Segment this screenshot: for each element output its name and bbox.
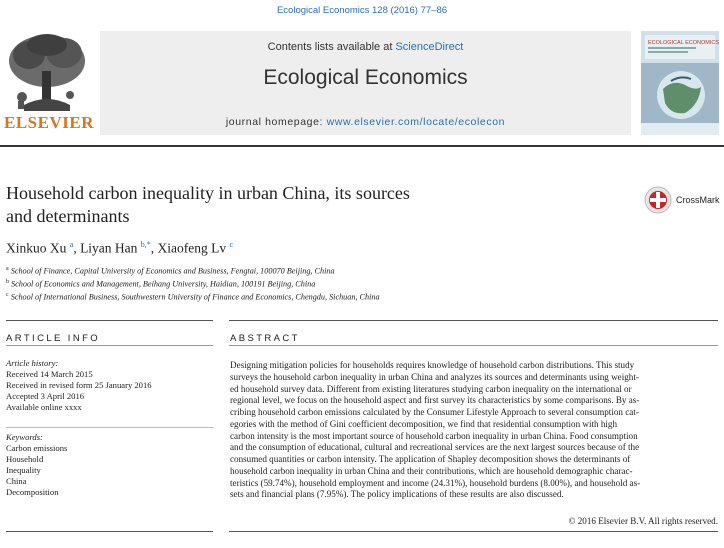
- cover-title: ECOLOGICAL ECONOMICS: [648, 40, 719, 46]
- keyword-item: Decomposition: [6, 487, 59, 497]
- affiliation-label: b: [6, 279, 9, 285]
- journal-name[interactable]: Ecological Economics: [263, 66, 468, 89]
- keyword-item: Household: [6, 454, 44, 464]
- affiliation-item: [6, 266, 335, 276]
- keyword-item: China: [6, 476, 27, 486]
- keywords-label: Keywords:: [6, 432, 43, 442]
- homepage-prefix: journal homepage:: [225, 116, 327, 128]
- divider: [229, 345, 718, 346]
- article-info-heading: ARTICLE INFO: [6, 333, 101, 344]
- abstract-line: and the consumption of educational, cultural and recreational services are the next largest sources because of the: [230, 442, 640, 453]
- contents-prefix: Contents lists available at: [267, 41, 396, 53]
- title-line-1: Household carbon inequality in urban China, its sources: [6, 183, 410, 203]
- affiliation-text: School of Finance, Capital University of Economics and Business, Fengtai, 100070 Beijing, China: [10, 266, 335, 276]
- header-divider: [0, 145, 724, 147]
- abstract-line: carbon intensity is the most important source of household carbon inequality in urban China. Food consumption: [230, 430, 638, 441]
- abstract-line: sets and financial plans (7.95%). The policy implications of these results are also discussed.: [230, 489, 564, 500]
- author-name[interactable]: Liyan Han: [80, 240, 138, 256]
- keywords: [6, 432, 67, 498]
- abstract-line: egories with the method of Gini coefficient decomposition, we find that residential consumption with high: [230, 418, 617, 429]
- author-affiliation-ref[interactable]: b,*: [140, 240, 151, 249]
- affiliation-text: School of International Business, Southwestern University of Finance and Economics, Chengdu, Sichuan, China: [10, 292, 380, 302]
- abstract-line: ed household survey data. Different from existing literatures studying carbon inequality on the international or: [230, 383, 632, 394]
- contents-line: [100, 41, 631, 53]
- sciencedirect-link[interactable]: ScienceDirect: [395, 41, 464, 53]
- affiliation-item: [6, 292, 380, 302]
- keyword-item: Inequality: [6, 465, 41, 475]
- title-line-2: and determinants: [6, 206, 130, 226]
- abstract-line: cribing household carbon emissions calculated by the Consumer Lifestyle Approach to several consumption cat-: [230, 407, 639, 417]
- history-item: Received in revised form 25 January 2016: [6, 380, 152, 390]
- affiliation-item: [6, 279, 315, 289]
- affiliation-label: c: [6, 292, 9, 298]
- author-name[interactable]: Xiaofeng Lv: [157, 240, 227, 256]
- history-label: Article history:: [6, 358, 59, 368]
- abstract-heading: ABSTRACT: [230, 333, 300, 344]
- author-list: [6, 240, 233, 257]
- history-item: Accepted 3 April 2016: [6, 391, 85, 401]
- divider: [6, 345, 213, 346]
- affiliation-label: a: [6, 266, 9, 272]
- divider: [6, 427, 213, 428]
- divider: [6, 531, 213, 532]
- keyword-item: Carbon emissions: [6, 443, 68, 453]
- author-affiliation-ref[interactable]: c: [229, 240, 234, 249]
- article-title: [6, 182, 526, 228]
- history-item: Received 14 March 2015: [6, 369, 93, 379]
- crossmark-label[interactable]: CrossMark: [676, 195, 720, 205]
- abstract-line: consumed quantities or carbon intensity. The application of Shapley decomposition shows the determinants of: [230, 454, 631, 464]
- journal-citation[interactable]: Ecological Economics 128 (2016) 77–86: [276, 5, 448, 16]
- abstract-line: regional level, we focus on the household aspect and first survey its characteristics by some comparisons. By as-: [230, 395, 640, 406]
- copyright-notice: © 2016 Elsevier B.V. All rights reserved.: [568, 516, 718, 526]
- author-affiliation-ref[interactable]: a: [69, 240, 74, 249]
- article-history: [6, 358, 152, 413]
- abstract-line: household carbon inequality in urban China and their contributions, which are household demographic charac-: [230, 465, 633, 476]
- journal-homepage: [100, 116, 631, 128]
- affiliation-text: School of Economics and Management, Beihang University, Haidian, 100191 Beijing, China: [11, 279, 316, 289]
- history-item: Available online xxxx: [6, 402, 82, 412]
- publisher-wordmark: ELSEVIER: [4, 113, 94, 132]
- abstract-line: surveys the household carbon inequality in urban China and analyzes its sources and determinants using weight-: [230, 371, 639, 382]
- journal-cover-image[interactable]: [641, 31, 719, 135]
- abstract-line: Designing mitigation policies for households requires knowledge of household carbon distributions. This study: [230, 360, 635, 370]
- divider: [229, 320, 718, 321]
- author-name[interactable]: Xinkuo Xu: [6, 240, 67, 256]
- elsevier-tree-logo: [4, 31, 90, 113]
- author-separator: ,: [150, 240, 158, 256]
- abstract-text: [230, 360, 718, 501]
- divider: [229, 531, 718, 532]
- abstract-line: teristics (59.74%), household employment and income (24.31%), household burdens (8.00%), and household as-: [230, 477, 641, 488]
- crossmark-icon[interactable]: [644, 186, 672, 219]
- divider: [6, 320, 213, 321]
- homepage-link[interactable]: www.elsevier.com/locate/ecolecon: [326, 116, 506, 128]
- author-separator: ,: [73, 240, 81, 256]
